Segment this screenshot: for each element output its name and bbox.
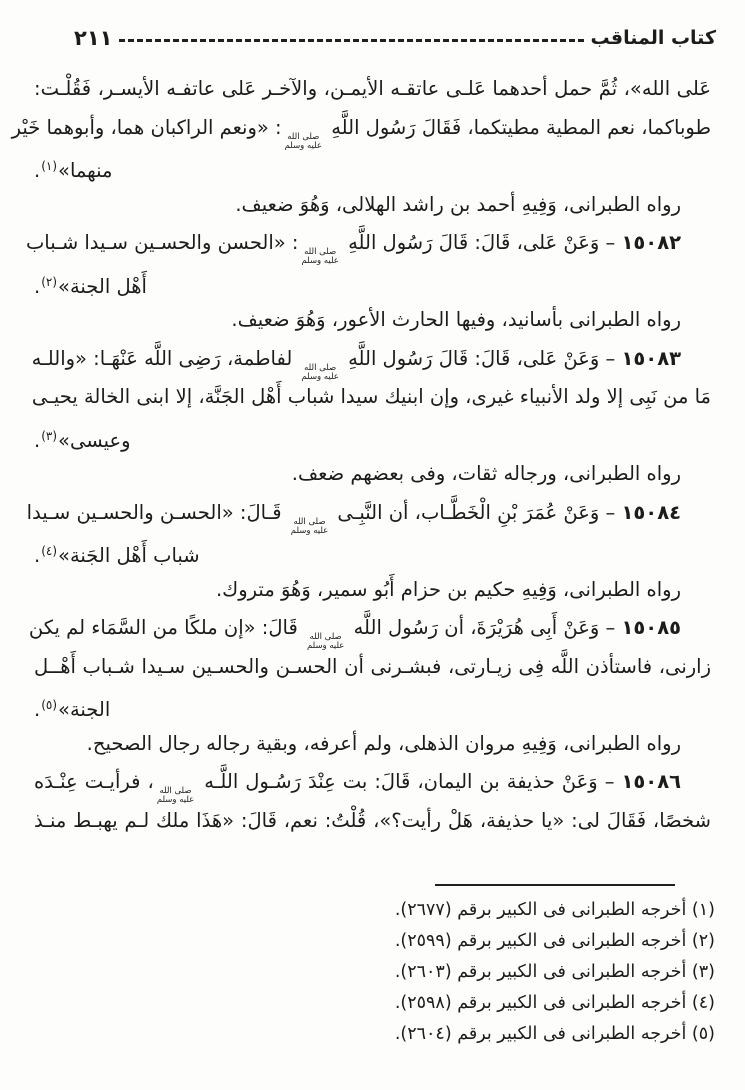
hadith-number: ١٥٠٨٤ [621, 500, 681, 524]
body-line: منهما»$^{(١)}$. [34, 159, 113, 182]
hadith-line: ١٥٠٨٣ – وَعَنْ عَلى، قَالَ: قَالَ رَسُول اللَّهِ صلى الله عليه وسلم لفاطمة، رَضِى اللَّه عَنْهَـا: «واللـه [31, 346, 681, 382]
hadith-line: زارنى، فاستأذن اللَّه فِى زيـارتى، فبشـرنى أن الحسـن والحسـين سـيدا شـباب أَهْــل [34, 654, 711, 678]
footnote-separator [435, 884, 675, 886]
body-line: رواه الطبرانى بأسانيد، وفيها الحارث الأعور، وَهُوَ ضعيف. [231, 308, 681, 331]
footnote-ref: (٢) [41, 274, 58, 289]
page-number: ٢١١ [74, 26, 113, 50]
body-line: رواه الطبرانى، وَفِيهِ مروان الذهلى، ولم أعرفه، وبقية رجاله رجال الصحيح. [86, 731, 681, 755]
body-line: رواه الطبرانى، ورجاله ثقات، وفى بعضهم ضعف. [291, 462, 681, 485]
footnote-item: (٥) أخرجه الطبرانى فى الكبير برقم (٢٦٠٤). [394, 1024, 715, 1044]
hadith-line: مَا من نَبِى إلا ولد الأنبياء غيرى، وإن ابنيك سيدا شباب أَهْل الجَنَّة، إلا ابنى الخالة يحيـى [31, 385, 711, 408]
hadith-line: شباب أَهْل الجَنة»$^{(٤)}$. [34, 544, 200, 567]
text-body [0, 50, 745, 840]
header-dash-rule [119, 39, 583, 42]
footnotes-section [395, 884, 715, 1050]
hadith-line: ١٥٠٨٤ – وَعَنْ عُمَرَ بْنِ الْخَطَّـاب، أن النَّبِـى صلى الله عليه وسلم قَـالَ: «الحسـن والحسـين سـيدا [26, 500, 681, 536]
body-line: رواه الطبرانى، وَفِيهِ حكيم بن حزام أَبُو سمير، وَهُوَ متروك. [215, 577, 681, 601]
hadith-line: وعيسى»$^{(٣)}$. [34, 428, 131, 452]
honorific-seal: صلى الله عليه وسلم [306, 632, 345, 652]
hadith-number: ١٥٠٨٢ [621, 231, 681, 254]
footnote-item: (٢) أخرجه الطبرانى فى الكبير برقم (٢٥٩٩). [394, 931, 715, 951]
footnote-ref: (٣) [41, 428, 58, 443]
hadith-line: ١٥٠٨٢ – وَعَنْ عَلى، قَالَ: قَالَ رَسُول اللَّهِ صلى الله عليه وسلم : «الحسن والحسـين سـيدا شـباب [25, 231, 681, 267]
hadith-number: ١٥٠٨٦ [621, 770, 681, 793]
hadith-number: ١٥٠٨٣ [621, 346, 681, 370]
hadith-line: شخصًا، فَقَالَ لى: «يا حذيفة، هَلْ رأيت؟»، قُلْتُ: نعم، قَالَ: «هَذَا ملك لـم يهبـط منـذ [34, 808, 711, 832]
footnote-item: (٤) أخرجه الطبرانى فى الكبير برقم (٢٥٩٨). [394, 993, 715, 1013]
honorific-seal: صلى الله عليه وسلم [290, 516, 329, 536]
hadith-line: ١٥٠٨٦ – وَعَنْ حذيفة بن اليمان، قَالَ: بت عِنْدَ رَسُـول اللَّـه صلى الله عليه وسلم ، فرأيـت عِنْـدَه [34, 770, 681, 806]
hadith-line: الجنة»$^{(٥)}$. [34, 698, 111, 721]
hadith-line: أَهْل الجنة»$^{(٢)}$. [34, 274, 147, 298]
body-line: طوباكما، نعم المطية مطيتكما، فَقَالَ رَسُول اللَّهِ صلى الله عليه وسلم : «ونعم الراكبان هما، وأبوهما خَيْر [11, 115, 711, 151]
book-title: كتاب المناقب [590, 27, 716, 49]
footnote-ref: (١) [41, 159, 58, 173]
honorific-seal: صلى الله عليه وسلم [301, 362, 339, 382]
footnote-ref: (٥) [41, 698, 58, 712]
honorific-seal: صلى الله عليه وسلم [284, 131, 323, 151]
footnote-ref: (٤) [41, 544, 58, 558]
hadith-number: ١٥٠٨٥ [621, 616, 681, 639]
honorific-seal: صلى الله عليه وسلم [301, 247, 339, 267]
body-line: عَلى الله»، ثُمَّ حمل أحدهما عَلـى عاتقـه الأيمـن، والآخـر عَلى عاتفـه الأيسـر، فَقُلْـت: [34, 77, 711, 100]
footnote-list [395, 895, 715, 1050]
honorific-seal: صلى الله عليه وسلم [156, 786, 195, 806]
footnote-item: (١) أخرجه الطبرانى فى الكبير برقم (٢٦٧٧). [394, 900, 715, 920]
body-line: رواه الطبرانى، وَفِيهِ أحمد بن راشد الهلالى، وَهُوَ ضعيف. [235, 192, 681, 216]
page-header [0, 0, 745, 50]
footnote-item: (٣) أخرجه الطبرانى فى الكبير برقم (٢٦٠٣). [394, 962, 715, 982]
hadith-line: ١٥٠٨٥ – وَعَنْ أَبِى هُرَيْرَةَ، أن رَسُول اللَّه صلى الله عليه وسلم قَالَ: «إن ملكًا من السَّمَاء لم يكن [28, 616, 681, 652]
